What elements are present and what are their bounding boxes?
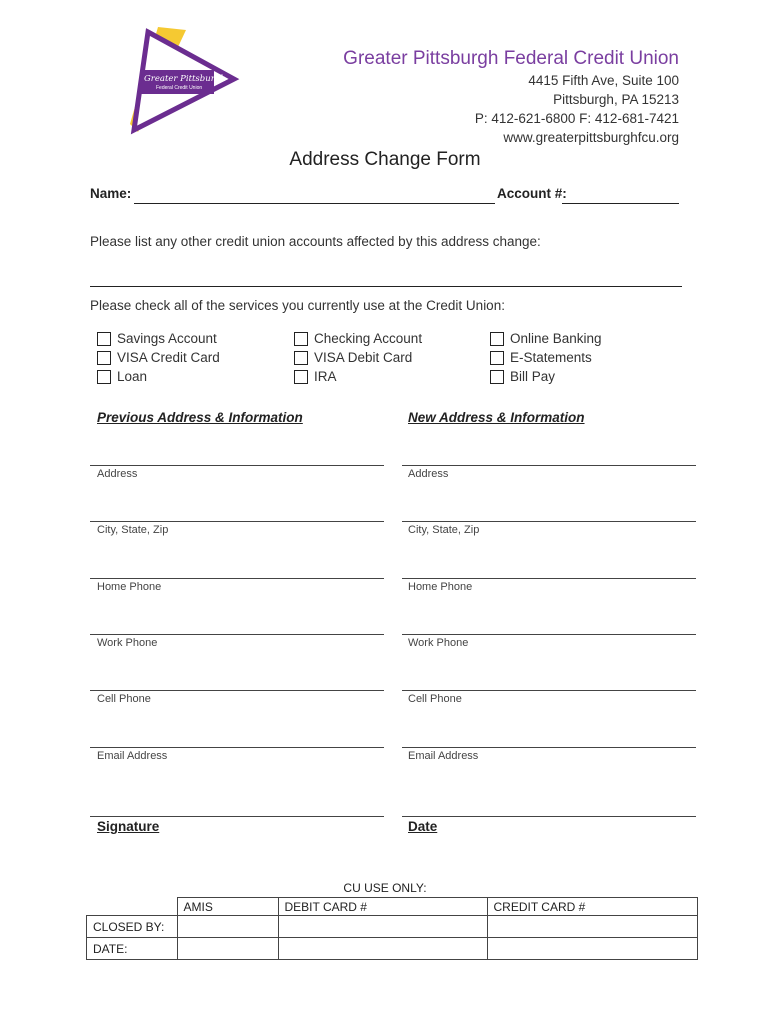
services-column-3: [490, 329, 602, 386]
address-line-2: Pittsburgh, PA 15213: [553, 92, 679, 107]
new-home-phone-label: Home Phone: [408, 581, 473, 593]
prev-email-label: Email Address: [97, 750, 168, 762]
logo-text-primary: Greater Pittsburgh: [144, 74, 226, 84]
service-online-banking[interactable]: Online Banking: [490, 329, 602, 348]
prev-city-state-zip-field[interactable]: [90, 521, 384, 522]
service-visa-debit-card[interactable]: VISA Debit Card: [294, 348, 422, 367]
table-header-cell: DEBIT CARD #: [278, 898, 487, 916]
prev-address-field[interactable]: [90, 465, 384, 466]
new-work-phone-field[interactable]: [402, 634, 696, 635]
row-label: CLOSED BY:: [87, 916, 178, 938]
checkbox-icon[interactable]: [490, 332, 504, 346]
new-city-state-zip-field[interactable]: [402, 521, 696, 522]
address-line-1: 4415 Fifth Ave, Suite 100: [528, 73, 679, 88]
prev-cell-phone-field[interactable]: [90, 690, 384, 691]
new-address-field[interactable]: [402, 465, 696, 466]
table-cell[interactable]: [278, 938, 487, 960]
date-label: Date: [408, 819, 438, 834]
website: www.greaterpittsburghfcu.org: [503, 130, 679, 145]
service-checking-account[interactable]: Checking Account: [294, 329, 422, 348]
name-label: Name:: [90, 186, 132, 201]
cu-use-table: [86, 897, 698, 960]
service-savings-account[interactable]: Savings Account: [97, 329, 220, 348]
checkbox-icon[interactable]: [490, 351, 504, 365]
signature-label: Signature: [97, 819, 160, 834]
table-cell[interactable]: [177, 938, 278, 960]
date-field[interactable]: [402, 816, 696, 817]
account-number-field[interactable]: [562, 187, 679, 204]
service-e-statements[interactable]: E-Statements: [490, 348, 602, 367]
table-row: [87, 916, 698, 938]
new-home-phone-field[interactable]: [402, 578, 696, 579]
new-city-state-zip-label: City, State, Zip: [408, 524, 480, 536]
table-header-cell: CREDIT CARD #: [487, 898, 698, 916]
table-header-cell: [87, 898, 178, 916]
checkbox-icon[interactable]: [97, 332, 111, 346]
credit-union-logo: [118, 24, 248, 139]
checkbox-icon[interactable]: [294, 332, 308, 346]
phone-fax: P: 412-621-6800 F: 412-681-7421: [474, 111, 679, 126]
new-cell-phone-field[interactable]: [402, 690, 696, 691]
prev-city-state-zip-label: City, State, Zip: [97, 524, 169, 536]
service-loan[interactable]: Loan: [97, 367, 220, 386]
new-work-phone-label: Work Phone: [408, 637, 469, 649]
previous-address-heading: Previous Address & Information: [97, 410, 303, 425]
new-email-label: Email Address: [408, 750, 479, 762]
table-cell[interactable]: [487, 916, 698, 938]
prev-address-label: Address: [97, 468, 138, 480]
prev-cell-phone-label: Cell Phone: [97, 693, 151, 705]
account-label: Account #:: [497, 186, 567, 201]
services-column-2: [294, 329, 422, 386]
name-field[interactable]: [134, 187, 495, 204]
table-cell[interactable]: [487, 938, 698, 960]
table-header-row: [87, 898, 698, 916]
checkbox-icon[interactable]: [490, 370, 504, 384]
prev-work-phone-label: Work Phone: [97, 637, 158, 649]
table-cell[interactable]: [278, 916, 487, 938]
prev-home-phone-label: Home Phone: [97, 581, 162, 593]
organization-name: Greater Pittsburgh Federal Credit Union: [343, 48, 679, 69]
other-accounts-field[interactable]: [90, 260, 682, 287]
service-visa-credit-card[interactable]: VISA Credit Card: [97, 348, 220, 367]
row-label: DATE:: [87, 938, 178, 960]
services-column-1: [97, 329, 220, 386]
service-ira[interactable]: IRA: [294, 367, 422, 386]
form-title: Address Change Form: [289, 149, 481, 170]
prev-home-phone-field[interactable]: [90, 578, 384, 579]
signature-field[interactable]: [90, 816, 384, 817]
new-address-label: Address: [408, 468, 449, 480]
checkbox-icon[interactable]: [97, 351, 111, 365]
prev-work-phone-field[interactable]: [90, 634, 384, 635]
table-header-cell: AMIS: [177, 898, 278, 916]
logo-text-secondary: Federal Credit Union: [156, 85, 203, 91]
service-bill-pay[interactable]: Bill Pay: [490, 367, 602, 386]
checkbox-icon[interactable]: [97, 370, 111, 384]
new-cell-phone-label: Cell Phone: [408, 693, 462, 705]
other-accounts-prompt: Please list any other credit union accounts affected by this address change:: [90, 234, 541, 249]
cu-use-heading: CU USE ONLY:: [343, 881, 427, 895]
checkbox-icon[interactable]: [294, 351, 308, 365]
prev-email-field[interactable]: [90, 747, 384, 748]
table-row: [87, 938, 698, 960]
table-cell[interactable]: [177, 916, 278, 938]
new-address-heading: New Address & Information: [408, 410, 585, 425]
new-email-field[interactable]: [402, 747, 696, 748]
services-prompt: Please check all of the services you currently use at the Credit Union:: [90, 298, 505, 313]
checkbox-icon[interactable]: [294, 370, 308, 384]
